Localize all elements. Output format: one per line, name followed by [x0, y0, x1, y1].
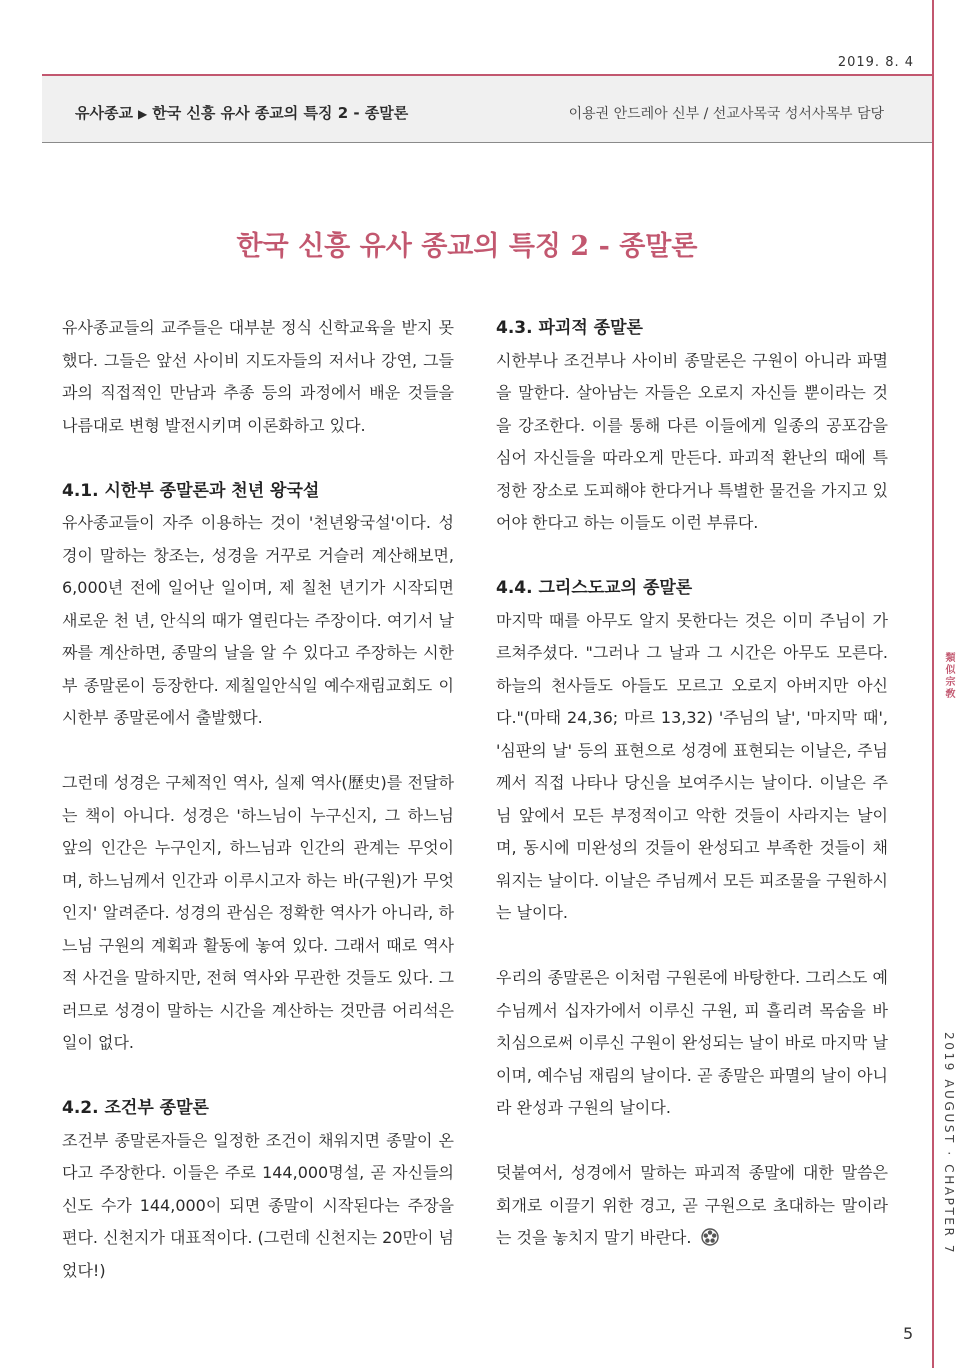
breadcrumb [75, 102, 408, 123]
paragraph-4-3: 시한부나 조건부나 사이비 종말론은 구원이 아니라 파멸을 말한다. 살아남는 자들은 오로지 자신들 뿐이라는 것을 강조한다. 이를 통해 다른 이들에게 일종의 공포감을 심어 자신들을 따라오게 만든다. 파괴적 환난의 때에 특정한 장소로 도피해야 한다거나 특별한 물건을 가지고 있어야 한다고 하는 이들도 이런 부류다. [496, 350, 888, 532]
article-title: 한국 신흥 유사 종교의 특징 2 - 종말론 [236, 231, 698, 263]
left-column [62, 312, 454, 1287]
header-band [42, 76, 932, 143]
closing-text: 덧붙여서, 성경에서 말하는 파괴적 종말에 대한 말씀은 회개로 이끌기 위한 경고, 곧 구원으로 초대하는 말이라는 것을 놓치지 말기 바란다. [496, 1163, 888, 1247]
heading-4-1: 4.1. 시한부 종말론과 천년 왕국설 [62, 480, 320, 501]
paragraph-4-1b: 그런데 성경은 구체적인 역사, 실제 역사(歷史)를 전달하는 책이 아니다. 성경은 '하느님이 누구신지, 그 하느님 앞의 인간은 누구인지, 하느님과 인간의 관계는 무엇이며, 하느님께서 인간과 이루시고자 하는 바(구원)가 무엇인지' 알려준다. 성경의 관심은 정확한 역사가 아니라, 하느님 구원의 계획과 활동에 놓여 있다. 그래서 때로 역사적 사건을 말하지만, 전혀 역사와 무관한 것들도 있다. 그러므로 성경이 말하는 시간을 계산하는 것만큼 어리석은 일이 없다. [62, 773, 454, 1052]
right-column [496, 312, 888, 1255]
side-chapter-label: 2019 AUGUST · CHAPTER 7 [942, 1032, 956, 1256]
breadcrumb-article: 한국 신흥 유사 종교의 특징 2 - 종말론 [152, 104, 409, 122]
breadcrumb-section: 유사종교 [75, 104, 133, 122]
heading-4-4: 4.4. 그리스도교의 종말론 [496, 578, 693, 598]
heading-4-3: 4.3. 파괴적 종말론 [496, 318, 643, 338]
paragraph-4-2: 조건부 종말론자들은 일정한 조건이 채워지면 종말이 온다고 주장한다. 이들은 주로 144,000명설, 곧 자신들의 신도 수가 144,000이 되면 종말이 시작된다는 주장을 편다. 신천지가 대표적이다. (그런데 신천지는 20만이 넘었다!) [62, 1130, 454, 1280]
page-number: 5 [903, 1324, 914, 1343]
heading-4-2: 4.2. 조건부 종말론 [62, 1098, 209, 1118]
author-credit: 이용권 안드레아 신부 / 선교사목국 성서사목부 담당 [568, 106, 884, 122]
side-section-hanja: 類似宗敎 [943, 652, 954, 700]
margin-rule [932, 0, 934, 1368]
paragraph-4-4a: 마지막 때를 아무도 알지 못한다는 것은 이미 주님이 가르쳐주셨다. "그러나 그 날과 그 시간은 아무도 모른다. 하늘의 천사들도 아들도 모르고 오로지 아버지만 아신다."(마태 24,36; 마르 13,32) '주님의 날', '마지막 때', '심판의 날' 등의 표현으로 성경에 표현되는 이날은, 주님께서 직접 나타나 당신을 보여주시는 날이다. 이날은 주님 앞에서 모든 부정적이고 악한 것들이 사라지는 날이며, 동시에 미완성의 것들이 완성되고 부족한 것들이 채워지는 날이다. 이날은 주님께서 모든 피조물을 구원하시는 날이다. [496, 610, 888, 922]
paragraph-4-4c [496, 1157, 888, 1255]
paragraph-4-1a: 유사종교들이 자주 이용하는 것이 '천년왕국설'이다. 성경이 말하는 창조는, 성경을 거꾸로 거슬러 계산해보면, 6,000년 전에 일어난 일이며, 제 칠천 년기가 시작되면 새로운 천 년, 안식의 때가 열린다는 주장이다. 여기서 날짜를 계산하면, 종말의 날을 알 수 있다고 주장하는 시한부 종말론이 등장한다. 제칠일안식일 예수재림교회도 이 시한부 종말론에서 출발했다. [62, 513, 454, 727]
intro-paragraph: 유사종교들의 교주들은 대부분 정식 신학교육을 받지 못했다. 그들은 앞선 사이비 지도자들의 저서나 강연, 그들과의 직접적인 만남과 추종 등의 과정에서 배운 것들을 나름대로 변형 발전시키며 이론화하고 있다. [62, 318, 454, 435]
end-mark-icon [701, 1228, 719, 1246]
paragraph-4-4b: 우리의 종말론은 이처럼 구원론에 바탕한다. 그리스도 예수님께서 십자가에서 이루신 구원, 피 흘리려 목숨을 바치심으로써 이루신 구원이 완성되는 날이 바로 마지막 날이며, 예수님 재림의 날이다. 곧 종말은 파멸의 날이 아니라 완성과 구원의 날이다. [496, 968, 888, 1117]
issue-date: 2019. 8. 4 [837, 55, 914, 70]
breadcrumb-arrow-icon: ▶ [137, 107, 148, 121]
